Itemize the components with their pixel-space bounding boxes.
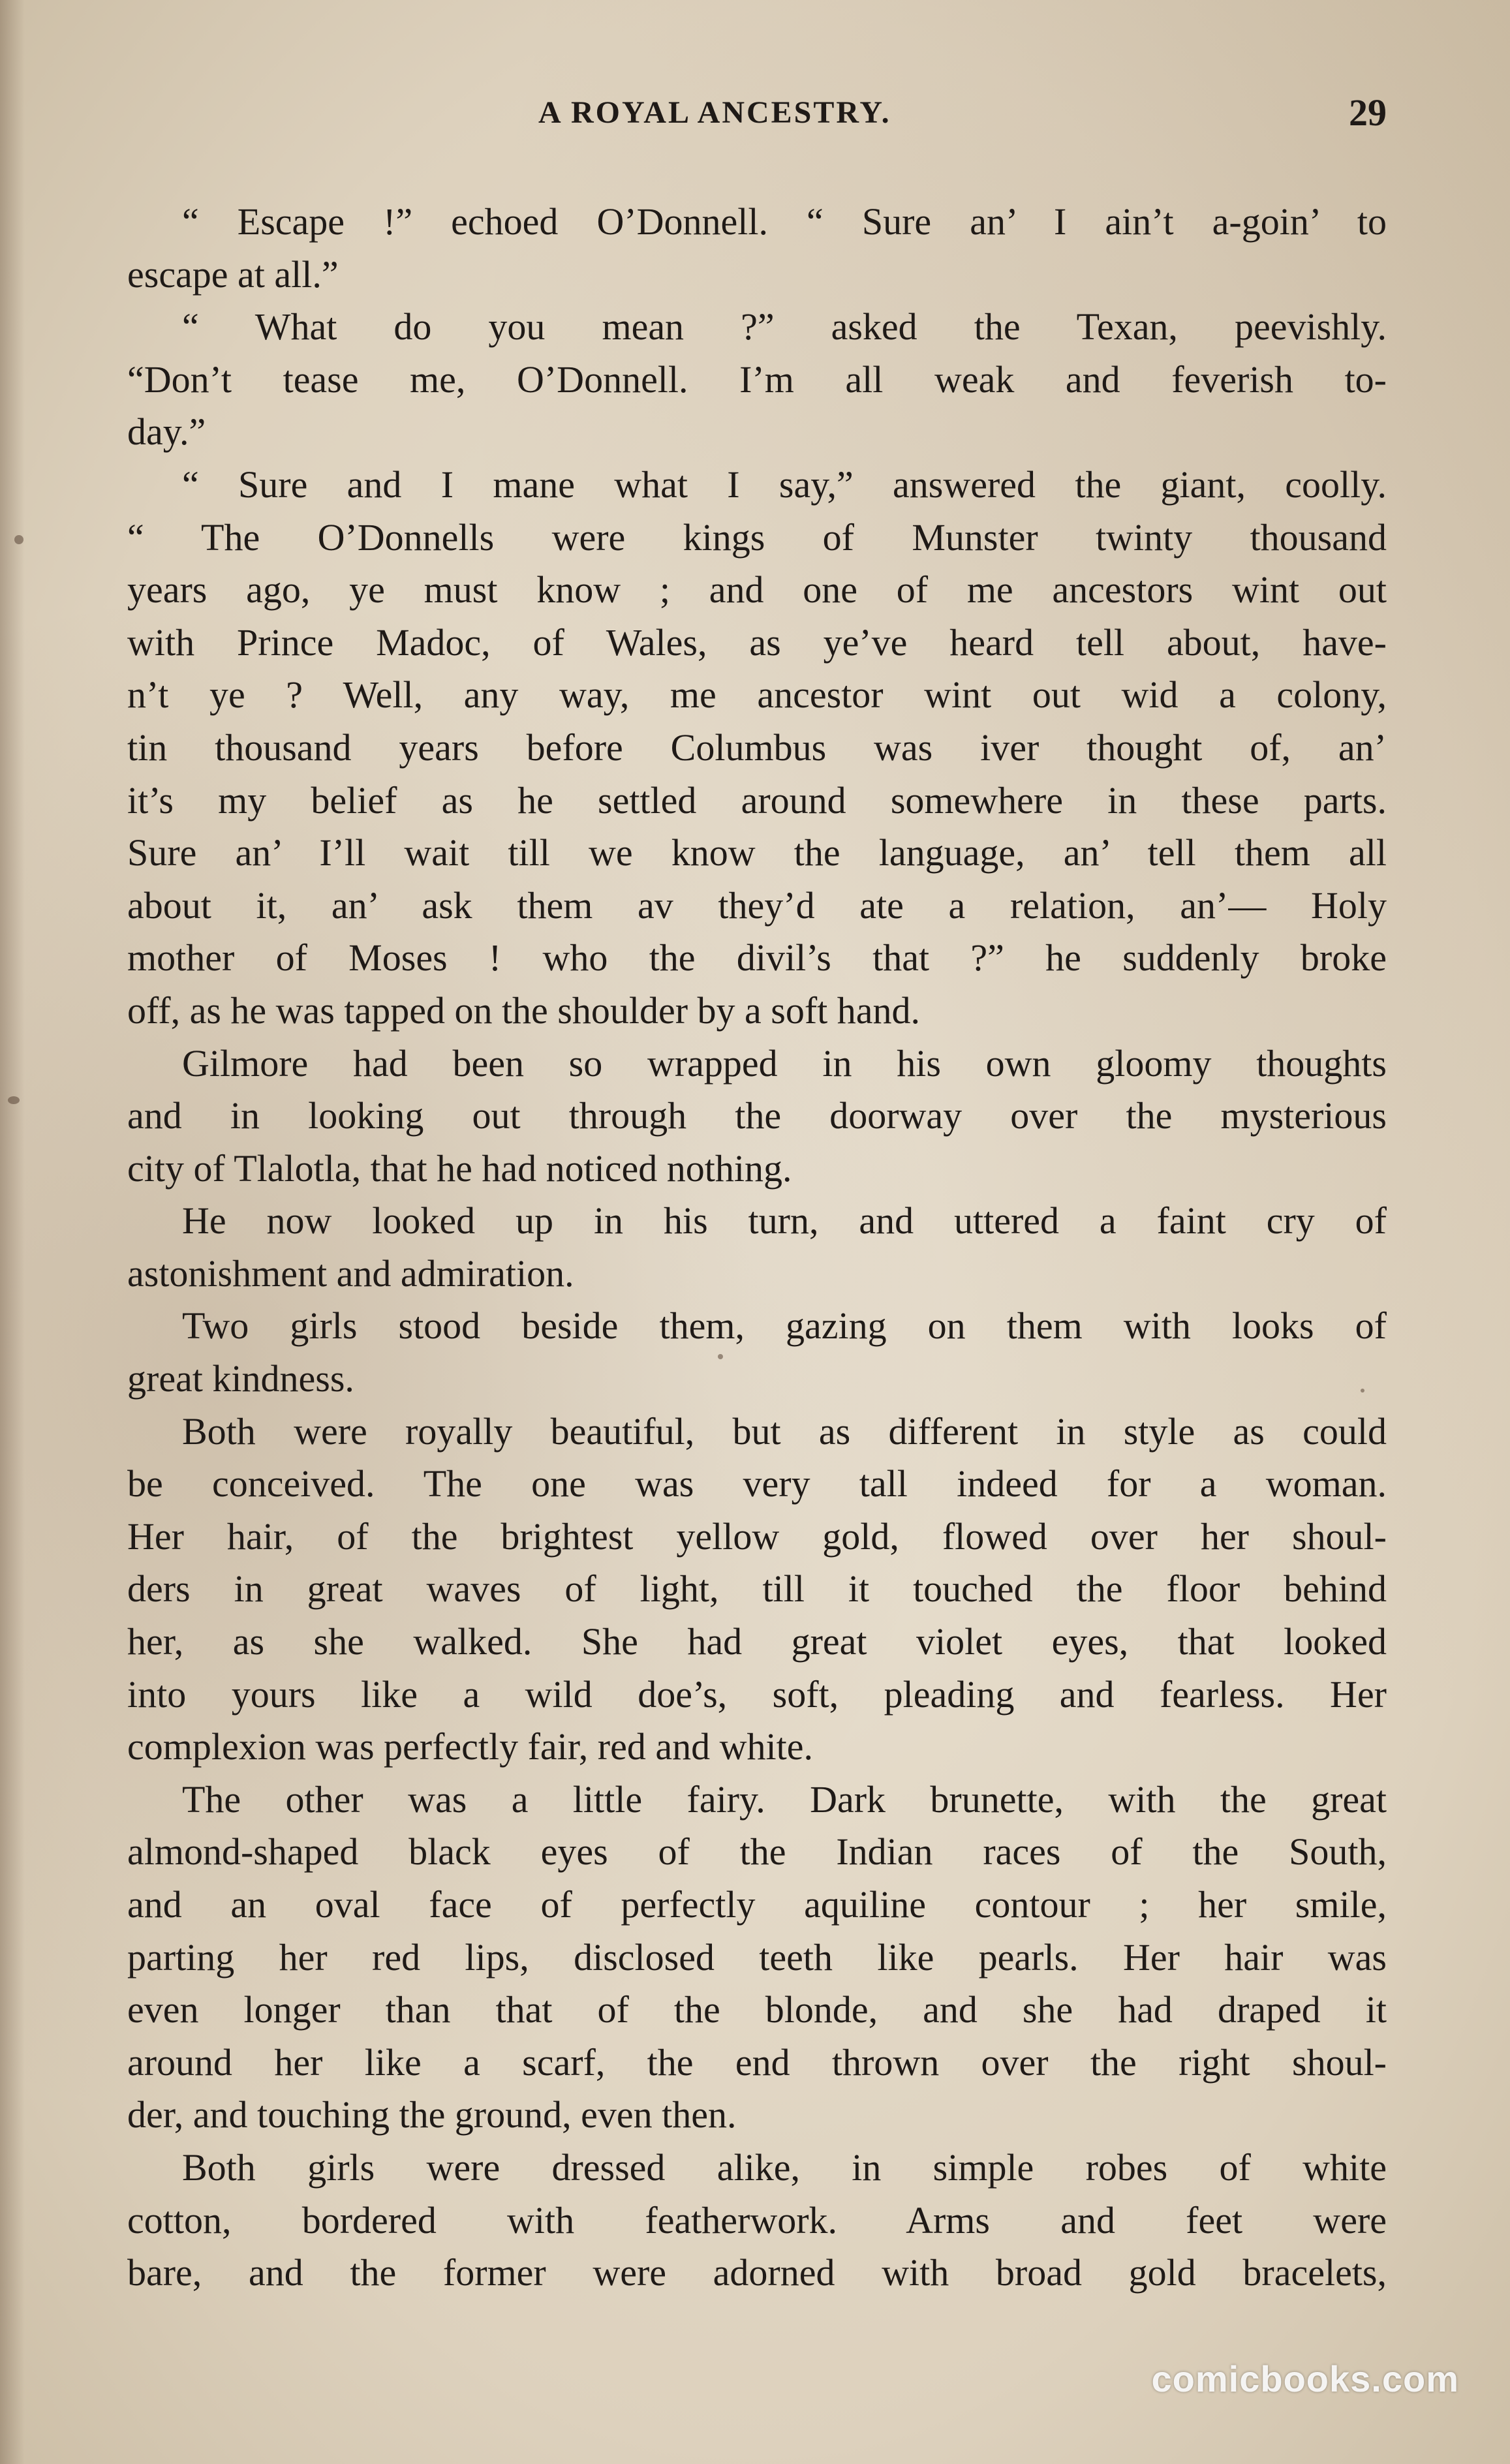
text-line: Both girls were dressed alike, in simple robes of white [182, 2146, 1387, 2189]
text-line: complexion was perfectly fair, red and white. [127, 1725, 813, 1768]
text-line: with Prince Madoc, of Wales, as ye’ve heard tell about, have- [127, 621, 1387, 664]
text-line: “ Escape !” echoed O’Donnell. “ Sure an’ I ain’t a-goin’ to [182, 200, 1387, 243]
text-line: Both were royally beautiful, but as different in style as could [182, 1409, 1387, 1453]
paper-blemish [718, 1354, 723, 1359]
page-number: 29 [1349, 91, 1387, 134]
text-line: mother of Moses ! who the divil’s that ?” he suddenly broke [127, 936, 1387, 979]
text-line: even longer than that of the blonde, and she had draped it [127, 1988, 1387, 2031]
text-line: “ The O’Donnells were kings of Munster twinty thousand [127, 516, 1387, 559]
text-line: bare, and the former were adorned with broad gold bracelets, [127, 2251, 1387, 2294]
text-line: cotton, bordered with featherwork. Arms and feet were [127, 2198, 1387, 2241]
text-line: Sure an’ I’ll wait till we know the language, an’ tell them all [127, 831, 1387, 874]
text-line: The other was a little fairy. Dark brunette, with the great [182, 1778, 1387, 1821]
text-line: parting her red lips, disclosed teeth like pearls. Her hair was [127, 1935, 1387, 1979]
text-line: n’t ye ? Well, any way, me ancestor wint out wid a colony, [127, 673, 1387, 716]
text-line: and in looking out through the doorway over the mysterious [127, 1094, 1387, 1137]
text-line: about it, an’ ask them av they’d ate a relation, an’— Holy [127, 884, 1387, 927]
text-line: off, as he was tapped on the shoulder by a soft hand. [127, 989, 921, 1032]
text-line: almond-shaped black eyes of the Indian races of the South, [127, 1830, 1387, 1873]
paper-blemish [14, 535, 23, 544]
text-line: der, and touching the ground, even then. [127, 2093, 737, 2136]
text-line: be conceived. The one was very tall indeed for a woman. [127, 1462, 1387, 1505]
text-line: great kindness. [127, 1357, 354, 1400]
text-line: city of Tlalotla, that he had noticed nothing. [127, 1147, 792, 1190]
text-line: ders in great waves of light, till it touched the floor behind [127, 1567, 1387, 1610]
text-line: Her hair, of the brightest yellow gold, flowed over her shoul- [127, 1515, 1387, 1558]
page-gutter-shadow [0, 0, 25, 2464]
text-line: tin thousand years before Columbus was iver thought of, an’ [127, 726, 1387, 769]
text-line: escape at all.” [127, 253, 339, 296]
running-head: A ROYAL ANCESTRY. [538, 95, 891, 130]
text-line: years ago, ye must know ; and one of me ancestors wint out [127, 568, 1387, 611]
text-line: into yours like a wild doe’s, soft, pleading and fearless. Her [127, 1672, 1387, 1716]
watermark: comicbooks.com [1151, 2358, 1459, 2399]
text-line: “Don’t tease me, O’Donnell. I’m all weak and feverish to- [127, 358, 1387, 401]
text-line: Two girls stood beside them, gazing on them with looks of [182, 1304, 1387, 1348]
text-line: her, as she walked. She had great violet eyes, that looked [127, 1620, 1387, 1663]
text-line: it’s my belief as he settled around somewhere in these parts. [127, 778, 1387, 822]
text-line: and an oval face of perfectly aquiline contour ; her smile, [127, 1883, 1387, 1926]
text-line: day.” [127, 410, 206, 454]
text-line: He now looked up in his turn, and uttered a faint cry of [182, 1199, 1387, 1242]
text-line: Gilmore had been so wrapped in his own gloomy thoughts [182, 1041, 1387, 1085]
body-text [127, 196, 1387, 2300]
paper-blemish [1361, 1389, 1364, 1393]
text-line: around her like a scarf, the end thrown over the right shoul- [127, 2041, 1387, 2084]
text-line: “ What do you mean ?” asked the Texan, peevishly. [182, 305, 1387, 348]
text-line: “ Sure and I mane what I say,” answered the giant, coolly. [182, 463, 1387, 506]
paper-blemish [8, 1096, 20, 1104]
page-header [127, 91, 1387, 147]
text-line: astonishment and admiration. [127, 1252, 574, 1295]
